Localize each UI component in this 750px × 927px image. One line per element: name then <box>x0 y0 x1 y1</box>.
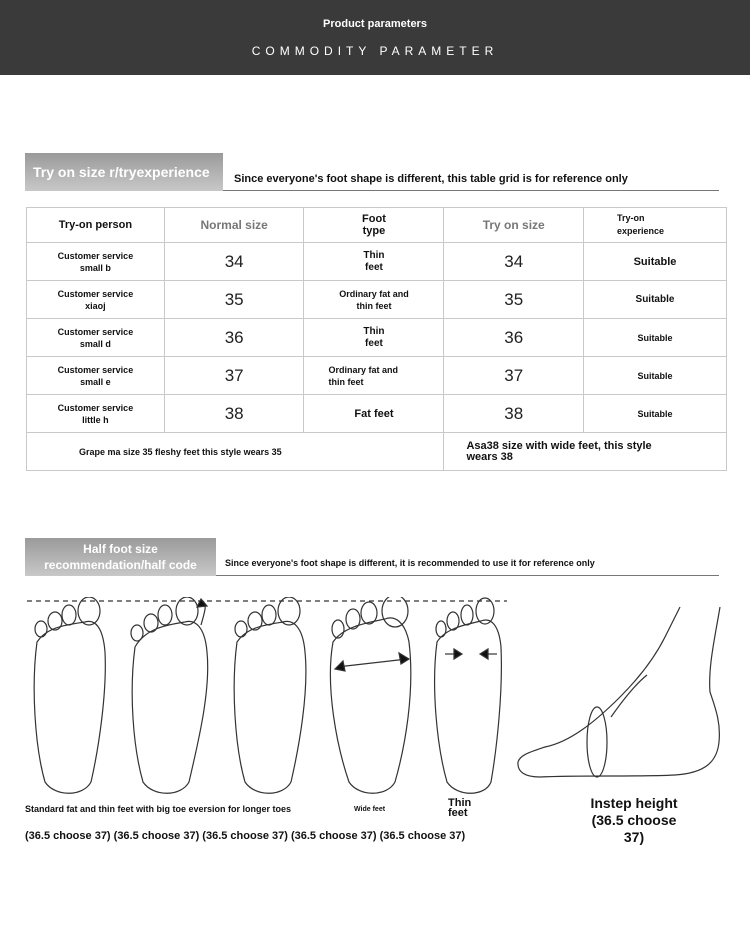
foot-standard-icon <box>34 597 105 793</box>
cell-normal-size: 36 <box>164 319 304 357</box>
section-try-on-note: Since everyone's foot shape is different, this table grid is for reference only <box>234 173 628 185</box>
cell-experience: Suitable <box>583 357 726 395</box>
cell-person: Customer service xiaoj <box>27 281 165 319</box>
cell-try-on-size: 37 <box>444 357 584 395</box>
size-table <box>26 207 727 471</box>
caption-standard: Standard fat and thin feet with big toe eversion for longer toes <box>25 804 292 814</box>
foot-thin-icon <box>435 598 502 793</box>
arrow-head-icon <box>399 653 409 664</box>
col-header-try-on-size: Try on size <box>444 208 584 243</box>
table-row <box>27 395 727 433</box>
table-footer-row <box>27 433 727 471</box>
arrow-head-icon <box>454 649 462 659</box>
section-half-size-note: Since everyone's foot shape is different, it is recommended to use it for reference only <box>225 558 595 568</box>
cell-person: Customer service little h <box>27 395 165 433</box>
section-try-on-tab: Try on size r/tryexperience <box>25 153 223 191</box>
cell-normal-size: 34 <box>164 243 304 281</box>
table-row <box>27 357 727 395</box>
caption-thin: Thin feet <box>448 797 472 819</box>
col-header-experience: Try-on experience <box>583 208 726 243</box>
cell-foot-type: Ordinary fat and thin feet <box>304 357 444 395</box>
cell-foot-type: Fat feet <box>304 395 444 433</box>
cell-experience: Suitable <box>583 395 726 433</box>
header-title: Product parameters <box>323 18 427 30</box>
cell-foot-type: Thin feet <box>304 319 444 357</box>
cell-experience: Suitable <box>583 281 726 319</box>
cell-try-on-size: 35 <box>444 281 584 319</box>
arrow-head-icon <box>480 649 488 659</box>
cell-person: Customer service small e <box>27 357 165 395</box>
cell-try-on-size: 38 <box>444 395 584 433</box>
section-try-on-heading <box>25 153 719 191</box>
col-header-foot-type: Foot type <box>304 208 444 243</box>
section-half-size-tab: Half foot size recommendation/half code <box>25 538 216 576</box>
table-row <box>27 243 727 281</box>
col-header-normal-size: Normal size <box>164 208 304 243</box>
caption-wide: Wide feet <box>354 806 386 813</box>
cell-person: Customer service small b <box>27 243 165 281</box>
section-half-size-heading <box>25 538 719 576</box>
page-header <box>0 0 750 75</box>
table-header-row <box>27 208 727 243</box>
table-row <box>27 281 727 319</box>
footer-note-left: Grape ma size 35 fleshy feet this style wears 35 <box>27 433 444 471</box>
header-subtitle: COMMODITY PARAMETER <box>251 44 499 58</box>
cell-experience: Suitable <box>583 243 726 281</box>
cell-normal-size: 37 <box>164 357 304 395</box>
foot-long-toe-icon <box>131 597 208 793</box>
width-arrow <box>337 659 407 667</box>
cell-foot-type: Ordinary fat and thin feet <box>304 281 444 319</box>
arrow-head-icon <box>335 661 345 671</box>
cell-foot-type: Thin feet <box>304 243 444 281</box>
foot-wide-standard-icon <box>234 597 306 793</box>
caption-instep: Instep height (36.5 choose 37) <box>590 795 678 845</box>
caption-choices: (36.5 choose 37) (36.5 choose 37) (36.5 choose 37) (36.5 choose 37) (36.5 choose 37) <box>25 830 466 842</box>
cell-normal-size: 38 <box>164 395 304 433</box>
cell-normal-size: 35 <box>164 281 304 319</box>
foot-instep-side-icon <box>518 607 720 777</box>
foot-shapes-illustration <box>25 597 725 797</box>
col-header-person: Try-on person <box>27 208 165 243</box>
cell-try-on-size: 34 <box>444 243 584 281</box>
cell-person: Customer service small d <box>27 319 165 357</box>
footer-note-right: Asa38 size with wide feet, this style wears 38 <box>444 433 727 471</box>
table-row <box>27 319 727 357</box>
cell-experience: Suitable <box>583 319 726 357</box>
arrow-head-icon <box>197 599 207 607</box>
foot-wide-icon <box>330 597 410 793</box>
cell-try-on-size: 36 <box>444 319 584 357</box>
